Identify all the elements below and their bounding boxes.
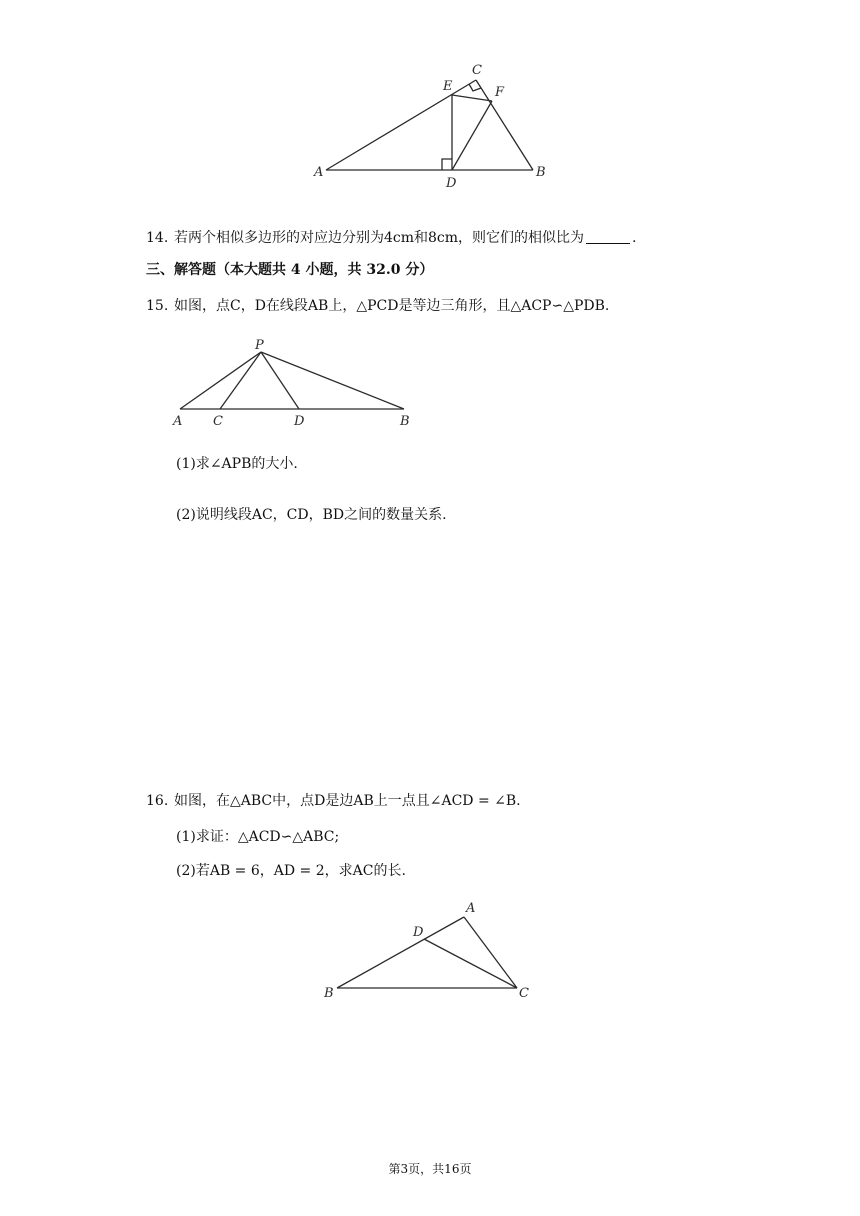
label-d: D <box>446 176 457 191</box>
label-b: B <box>324 986 334 1001</box>
label-p: P <box>255 338 264 353</box>
question-number: 15. <box>146 298 169 314</box>
question-number: 16. <box>146 793 169 809</box>
label-a: A <box>173 414 183 429</box>
label-a: A <box>314 165 324 180</box>
page-footer: 第3页，共16页 <box>388 1162 472 1176</box>
question-stem: 如图，点C，D在线段AB上，△PCD是等边三角形，且△ACP∽△PDB. <box>174 298 610 314</box>
question-text-end: . <box>632 230 637 246</box>
question-number: 14. <box>146 230 169 246</box>
label-c: C <box>472 63 482 78</box>
question-15-part-1: (1)求∠APB的大小. <box>176 456 298 472</box>
label-a: A <box>466 901 476 916</box>
question-text: 若两个相似多边形的对应边分别为4cm和8cm，则它们的相似比为 <box>174 230 585 246</box>
label-e: E <box>443 79 453 94</box>
label-b: B <box>400 414 410 429</box>
label-f: F <box>495 85 505 100</box>
segment-ac <box>464 917 517 988</box>
label-c: C <box>213 414 223 429</box>
question-15-part-2: (2)说明线段AC，CD，BD之间的数量关系. <box>176 507 447 523</box>
section-heading: 三、解答题（本大题共 4 小题，共 32.0 分） <box>146 262 434 278</box>
question-16-part-2: (2)若AB = 6，AD = 2，求AC的长. <box>176 863 406 879</box>
segment-ba <box>337 917 464 988</box>
label-d: D <box>294 414 305 429</box>
question-stem: 如图，在△ABC中，点D是边AB上一点且∠ACD = ∠B. <box>174 793 521 809</box>
label-b: B <box>536 165 546 180</box>
question-16-part-1: (1)求证：△ACD∽△ABC; <box>176 829 340 845</box>
segment-dc <box>424 939 517 988</box>
label-d: D <box>413 925 424 940</box>
label-c: C <box>519 986 529 1001</box>
